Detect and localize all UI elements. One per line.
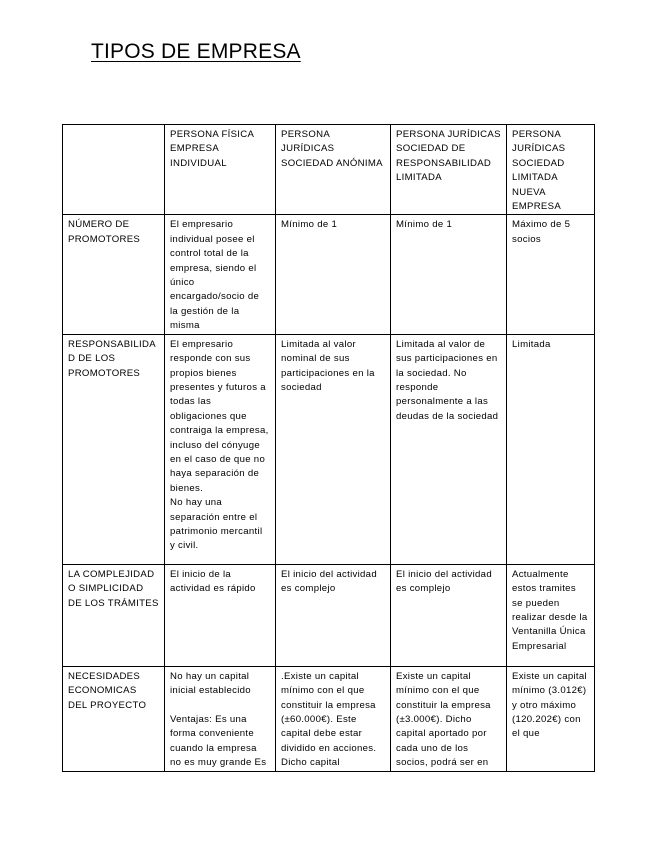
table-cell: Máximo de 5 socios bbox=[507, 215, 595, 334]
table-cell: Actualmente estos tramites se pueden realizar desde la Ventanilla Única Empresarial bbox=[507, 564, 595, 666]
table-cell: .Existe un capital mínimo con el que constituir la empresa (±60.000€). Este capital debe estar dividido en acciones. Dicho capital bbox=[276, 666, 391, 771]
table-cell: Mínimo de 1 bbox=[276, 215, 391, 334]
header-cell-sociedad-anonima: PERSONA JURÍDICAS SOCIEDAD ANÓNIMA bbox=[276, 125, 391, 215]
table-cell: El empresario responde con sus propios bienes presentes y futuros a todas las obligaciones que contraiga la empresa, incluso del cónyuge en el caso de que no haya separación de bienes. No hay una separación entre el patrimonio mercantil y civil. bbox=[165, 334, 276, 564]
table-cell: Limitada bbox=[507, 334, 595, 564]
row-label: NECESIDADES ECONOMICAS DEL PROYECTO bbox=[63, 666, 165, 771]
table-cell: Limitada al valor de sus participaciones en la sociedad. No responde personalmente a las deudas de la sociedad bbox=[391, 334, 507, 564]
header-cell-persona-fisica: PERSONA FÍSICA EMPRESA INDIVIDUAL bbox=[165, 125, 276, 215]
row-label: NÚMERO DE PROMOTORES bbox=[63, 215, 165, 334]
table-row bbox=[63, 666, 595, 771]
table-cell: No hay un capital inicial establecido Ventajas: Es una forma conveniente cuando la empresa no es muy grande Es bbox=[165, 666, 276, 771]
table-header-row bbox=[63, 125, 595, 215]
table-row bbox=[63, 215, 595, 334]
table-cell: Existe un capital mínimo con el que constituir la empresa (±3.000€). Dicho capital aportado por cada uno de los socios, podrá ser en bbox=[391, 666, 507, 771]
table-cell: El inicio del actividad es complejo bbox=[276, 564, 391, 666]
row-label: LA COMPLEJIDAD O SIMPLICIDAD DE LOS TRÁMITES bbox=[63, 564, 165, 666]
table-row bbox=[63, 564, 595, 666]
table-cell: Existe un capital mínimo (3.012€) y otro máximo (120.202€) con el que bbox=[507, 666, 595, 771]
table-row bbox=[63, 334, 595, 564]
header-cell-empty bbox=[63, 125, 165, 215]
header-cell-sociedad-responsabilidad-limitada: PERSONA JURÍDICAS SOCIEDAD DE RESPONSABILIDAD LIMITADA bbox=[391, 125, 507, 215]
document-title: TIPOS DE EMPRESA bbox=[91, 40, 301, 63]
table-cell: El inicio de la actividad es rápido bbox=[165, 564, 276, 666]
table-cell: Mínimo de 1 bbox=[391, 215, 507, 334]
table-cell: Limitada al valor nominal de sus participaciones en la sociedad bbox=[276, 334, 391, 564]
row-label: RESPONSABILIDAD DE LOS PROMOTORES bbox=[63, 334, 165, 564]
header-cell-sociedad-limitada-nueva-empresa: PERSONA JURÍDICAS SOCIEDAD LIMITADA NUEVA EMPRESA bbox=[507, 125, 595, 215]
table-cell: El empresario individual posee el control total de la empresa, siendo el único encargado/socio de la gestión de la misma bbox=[165, 215, 276, 334]
table-cell: El inicio del actividad es complejo bbox=[391, 564, 507, 666]
company-types-table bbox=[62, 124, 595, 772]
